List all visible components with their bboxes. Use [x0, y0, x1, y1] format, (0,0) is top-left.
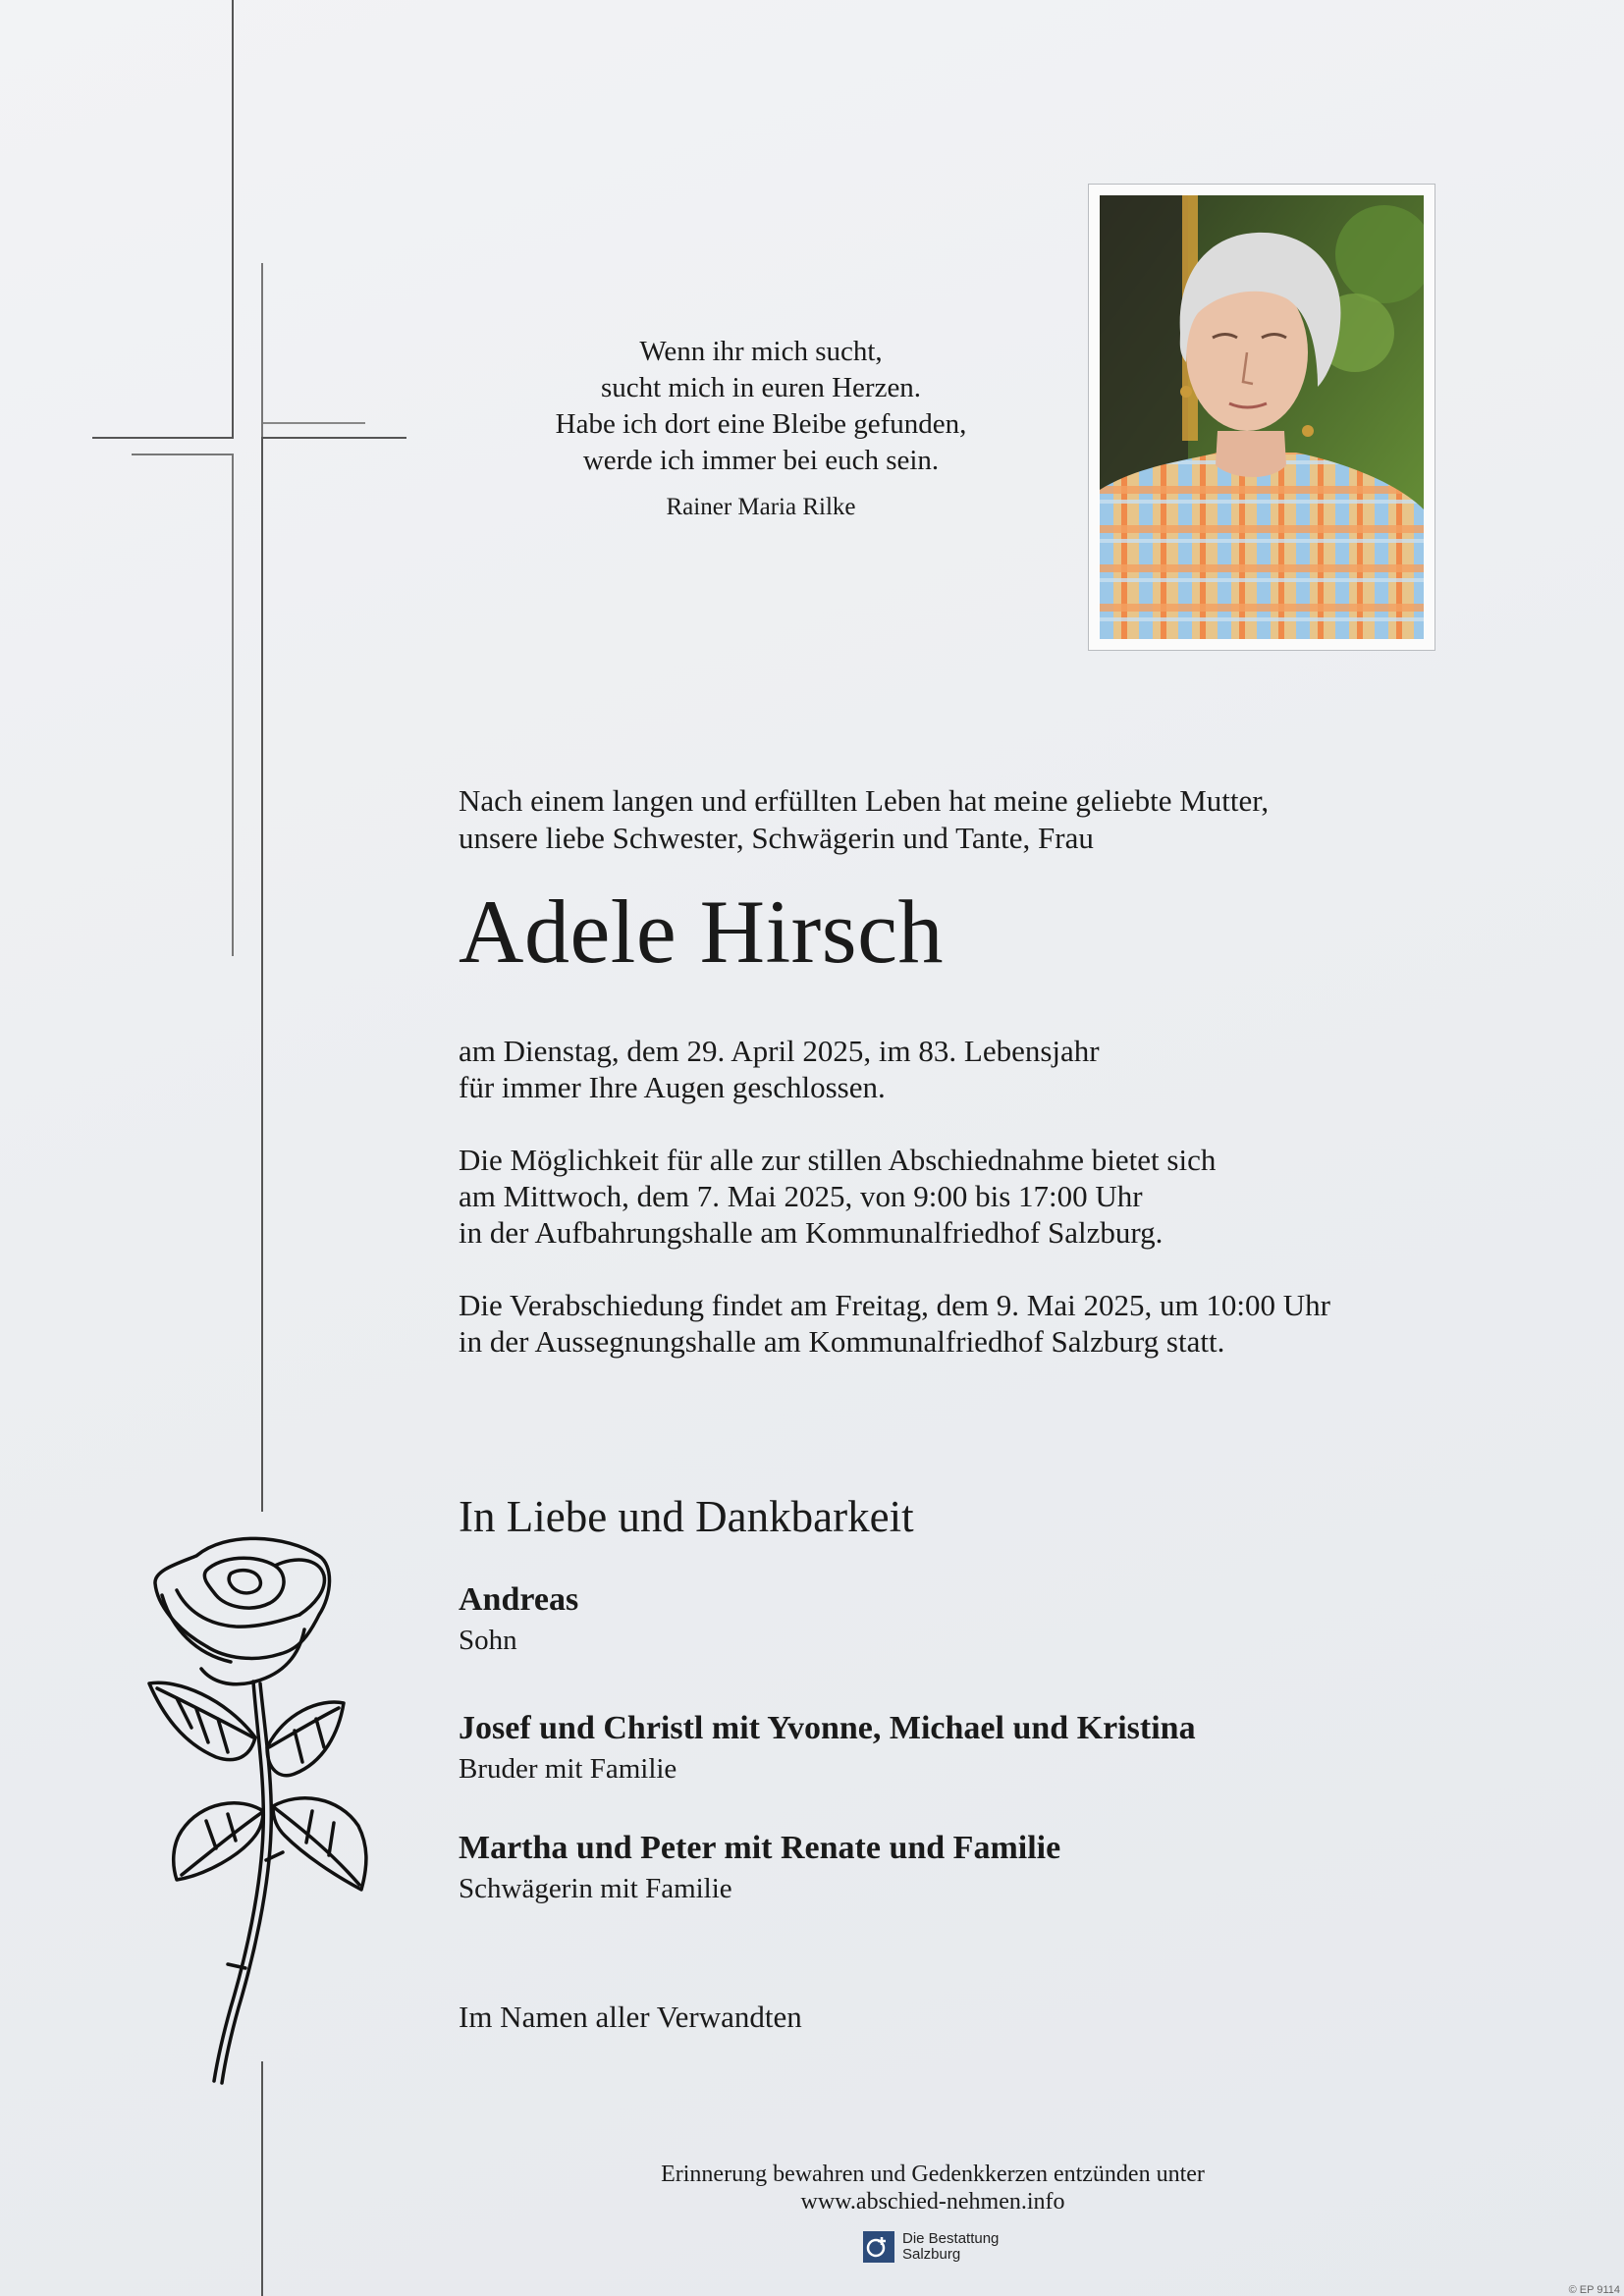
intro-line: unsere liebe Schwester, Schwägerin und Tante, Frau — [459, 821, 1094, 855]
footer-line: Erinnerung bewahren und Gedenkkerzen entzünden unter — [661, 2162, 1205, 2187]
quote-line: Wenn ihr mich sucht, — [639, 336, 883, 367]
intro-line: Nach einem langen und erfüllten Leben hat meine geliebte Mutter, — [459, 783, 1270, 818]
viewing-info — [459, 1142, 1440, 1251]
logo-mark-icon — [863, 2231, 894, 2263]
farewell-info — [459, 1287, 1440, 1360]
viewing-line: Die Möglichkeit für alle zur stillen Abschiednahme bietet sich — [459, 1143, 1217, 1177]
thanks-heading: In Liebe und Dankbarkeit — [459, 1492, 914, 1541]
mourner-relation: Sohn — [459, 1625, 517, 1656]
rose-illustration — [137, 1536, 403, 2101]
death-notice-line: für immer Ihre Augen geschlossen. — [459, 1070, 886, 1104]
logo-line: Die Bestattung — [902, 2230, 1000, 2247]
viewing-line: in der Aufbahrungshalle am Kommunalfriedhof Salzburg. — [459, 1215, 1164, 1250]
closing-text: Im Namen aller Verwandten — [459, 2000, 802, 2034]
mourner-relation: Schwägerin mit Familie — [459, 1873, 732, 1904]
quote-line: werde ich immer bei euch sein. — [582, 445, 940, 476]
mourner-name: Martha und Peter mit Renate und Familie — [459, 1830, 1061, 1866]
quote-line: Habe ich dort eine Bleibe gefunden, — [555, 408, 967, 440]
quote-author: Rainer Maria Rilke — [666, 494, 856, 520]
footer-text — [550, 2161, 1316, 2216]
footer-link[interactable]: www.abschied-nehmen.info — [800, 2189, 1065, 2215]
portrait-photo-frame — [1088, 184, 1435, 651]
portrait-photo — [1100, 195, 1424, 639]
death-notice — [459, 1033, 1440, 1105]
mourner-name: Josef und Christl mit Yvonne, Michael und Kristina — [459, 1710, 1196, 1746]
death-notice-line: am Dienstag, dem 29. April 2025, im 83. Lebensjahr — [459, 1034, 1100, 1068]
farewell-line: Die Verabschiedung findet am Freitag, dem 9. Mai 2025, um 10:00 Uhr — [459, 1288, 1330, 1322]
viewing-line: am Mittwoch, dem 7. Mai 2025, von 9:00 bis 17:00 Uhr — [459, 1179, 1143, 1213]
bestattung-logo — [863, 2230, 999, 2264]
quote-line: sucht mich in euren Herzen. — [600, 372, 922, 403]
logo-line: Salzburg — [902, 2246, 961, 2263]
mourner-name: Andreas — [459, 1581, 579, 1618]
logo-text — [902, 2231, 999, 2263]
mourner-entry — [459, 1708, 1489, 1789]
mourner-entry — [459, 1828, 1489, 1908]
deceased-name: Adele Hirsch — [459, 881, 944, 982]
print-code: © EP 9114 — [1568, 2284, 1620, 2296]
mourner-entry — [459, 1579, 1489, 1660]
rilke-quote — [471, 334, 1051, 525]
farewell-line: in der Aussegnungshalle am Kommunalfriedhof Salzburg statt. — [459, 1324, 1225, 1359]
mourner-relation: Bruder mit Familie — [459, 1753, 677, 1785]
intro-text — [459, 782, 1440, 857]
